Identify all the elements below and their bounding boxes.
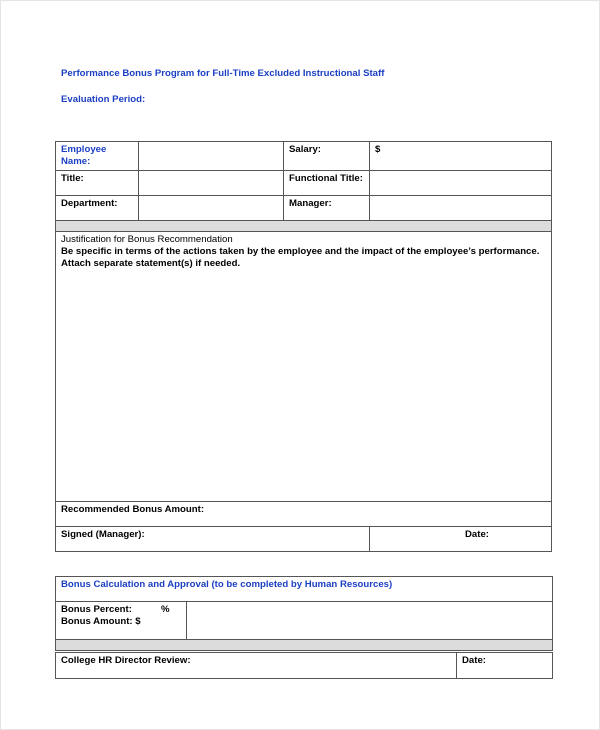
department-field[interactable] bbox=[139, 196, 284, 221]
bonus-approval-field[interactable] bbox=[187, 602, 553, 640]
shaded-separator bbox=[56, 221, 552, 232]
hr-section-heading: Bonus Calculation and Approval (to be completed by Human Resources) bbox=[56, 577, 553, 602]
manager-label: Manager: bbox=[284, 196, 370, 221]
recommended-bonus-field[interactable] bbox=[56, 502, 552, 527]
signed-manager-field[interactable] bbox=[56, 527, 370, 552]
director-review-field[interactable] bbox=[56, 653, 457, 679]
director-date-field[interactable] bbox=[457, 653, 553, 679]
justification-instruction-2: Attach separate statement(s) if needed. bbox=[61, 258, 241, 269]
director-review-label: College HR Director Review: bbox=[61, 655, 191, 666]
bonus-percent-label: Bonus Percent: bbox=[61, 604, 132, 615]
manager-date-label: Date: bbox=[465, 529, 489, 540]
hr-shaded-separator bbox=[56, 640, 553, 651]
recommended-bonus-label: Recommended Bonus Amount: bbox=[61, 504, 205, 515]
director-review-table bbox=[55, 652, 553, 679]
employee-info-table bbox=[55, 141, 552, 552]
justification-instruction-1: Be specific in terms of the actions taken by the employee and the impact of the employee’s performance. bbox=[61, 246, 540, 257]
manager-field[interactable] bbox=[370, 196, 552, 221]
signed-manager-label: Signed (Manager): bbox=[61, 529, 145, 540]
functional-title-field[interactable] bbox=[370, 171, 552, 196]
title-label: Title: bbox=[56, 171, 139, 196]
justification-heading: Justification for Bonus Recommendation bbox=[61, 234, 233, 245]
functional-title-label: Functional Title: bbox=[284, 171, 370, 196]
employee-name-field[interactable] bbox=[139, 142, 284, 171]
hr-approval-table bbox=[55, 576, 553, 651]
salary-field[interactable]: $ bbox=[370, 142, 552, 171]
justification-box[interactable] bbox=[56, 232, 552, 502]
evaluation-period-label: Evaluation Period: bbox=[61, 94, 146, 105]
director-date-label: Date: bbox=[462, 655, 486, 666]
percent-symbol: % bbox=[161, 604, 170, 615]
bonus-amount-label: Bonus Amount: $ bbox=[61, 616, 141, 627]
employee-name-label: Employee Name: bbox=[56, 142, 139, 171]
bonus-calc-cell[interactable] bbox=[56, 602, 187, 640]
salary-label: Salary: bbox=[284, 142, 370, 171]
title-field[interactable] bbox=[139, 171, 284, 196]
document-title: Performance Bonus Program for Full-Time Excluded Instructional Staff bbox=[61, 68, 385, 79]
manager-date-field[interactable] bbox=[370, 527, 552, 552]
department-label: Department: bbox=[56, 196, 139, 221]
